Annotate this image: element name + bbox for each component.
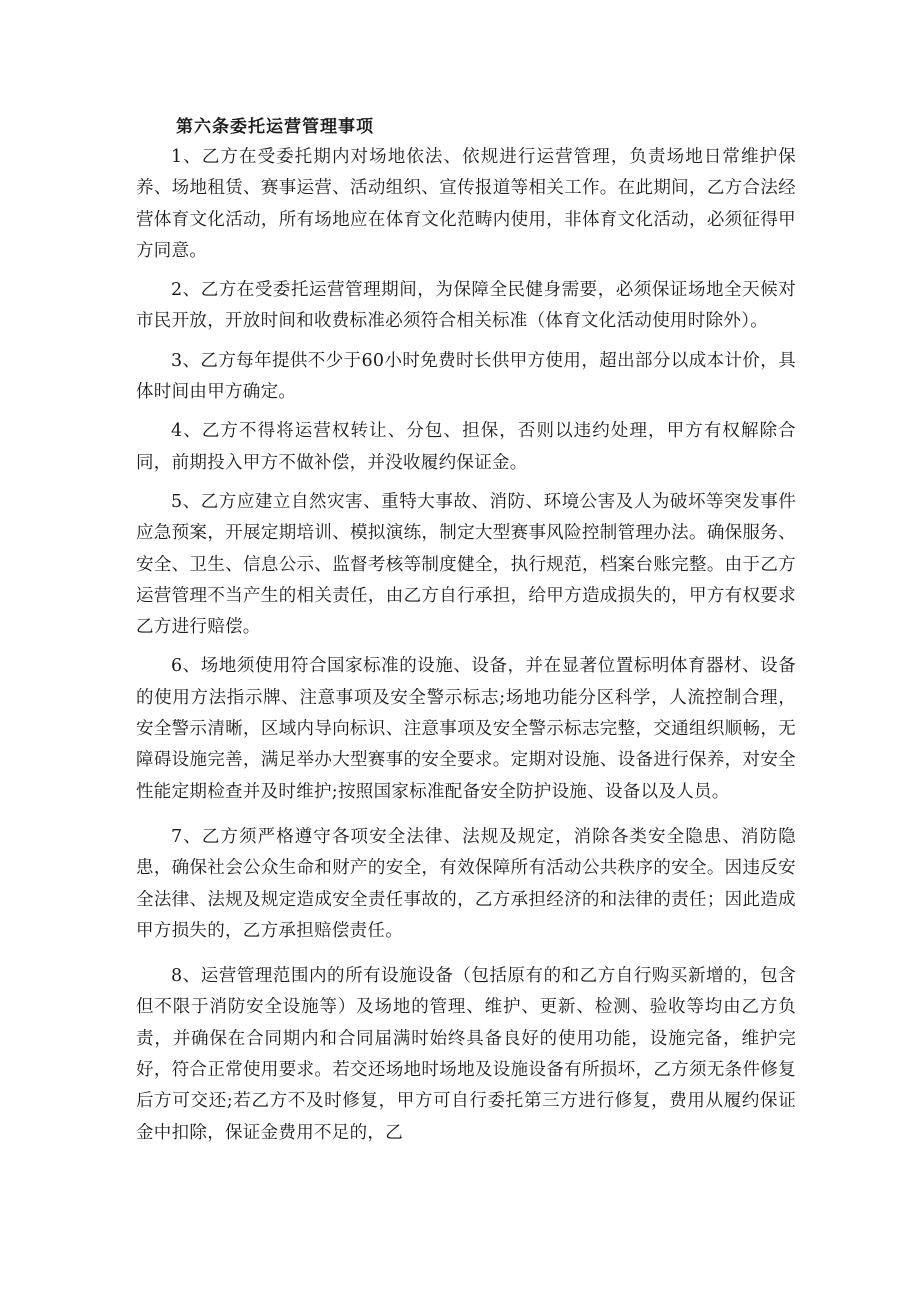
clause-8: 8、运营管理范围内的所有设施设备（包括原有的和乙方自行购买新增的，包含但不限于消防安全设施等）及场地的管理、维护、更新、检测、验收等均由乙方负责，并确保在合同期内和合同届满时始终具备良好的使用功能，设施完备，维护完好，符合正常使用要求。若交还场地时场地及设施设备有所损坏，乙方须无条件修复后方可交还;若乙方不及时修复，甲方可自行委托第三方进行修复，费用从履约保证金中扣除，保证金费用不足的，乙	[136, 966, 796, 1143]
clause-5: 5、乙方应建立自然灾害、重特大事故、消防、环境公害及人为破坏等突发事件应急预案，开展定期培训、模拟演练，制定大型赛事风险控制管理办法。确保服务、安全、卫生、信息公示、监督考核等制度健全，执行规范，档案台账完整。由于乙方运营管理不当产生的相关责任，由乙方自行承担，给甲方造成损失的，甲方有权要求乙方进行赔偿。	[136, 491, 796, 638]
clause-3: 3、乙方每年提供不少于60小时免费时长供甲方使用，超出部分以成本计价，具体时间由甲方确定。	[136, 350, 796, 403]
clause-1: 1、乙方在受委托期内对场地依法、依规进行运营管理，负责场地日常维护保养、场地租赁、赛事运营、活动组织、宣传报道等相关工作。在此期间，乙方合法经营体育文化活动，所有场地应在体育文化范畴内使用，非体育文化活动，必须征得甲方同意。	[136, 147, 796, 261]
article-heading: 第六条委托运营管理事项	[176, 117, 374, 137]
clause-2: 2、乙方在受委托运营管理期间，为保障全民健身需要，必须保证场地全天候对市民开放，开放时间和收费标准必须符合相关标准（体育文化活动使用时除外）。	[136, 280, 796, 332]
document-page	[136, 112, 796, 1149]
clause-7: 7、乙方须严格遵守各项安全法律、法规及规定，消除各类安全隐患、消防隐患，确保社会公众生命和财产的安全，有效保障所有活动公共秩序的安全。因违反安全法律、法规及规定造成安全责任事故的，乙方承担经济的和法律的责任；因此造成甲方损失的，乙方承担赔偿责任。	[136, 826, 796, 941]
clause-4: 4、乙方不得将运营权转让、分包、担保，否则以违约处理，甲方有权解除合同，前期投入甲方不做补偿，并没收履约保证金。	[136, 421, 796, 473]
clause-6: 6、场地须使用符合国家标准的设施、设备，并在显著位置标明体育器材、设备的使用方法指示牌、注意事项及安全警示标志;场地功能分区科学，人流控制合理，安全警示清晰，区域内导向标识、注意事项及安全警示标志完整，交通组织顺畅，无障碍设施完善，满足举办大型赛事的安全要求。定期对设施、设备进行保养，对安全性能定期检查并及时维护;按照国家标准配备安全防护设施、设备以及人员。	[136, 656, 796, 802]
